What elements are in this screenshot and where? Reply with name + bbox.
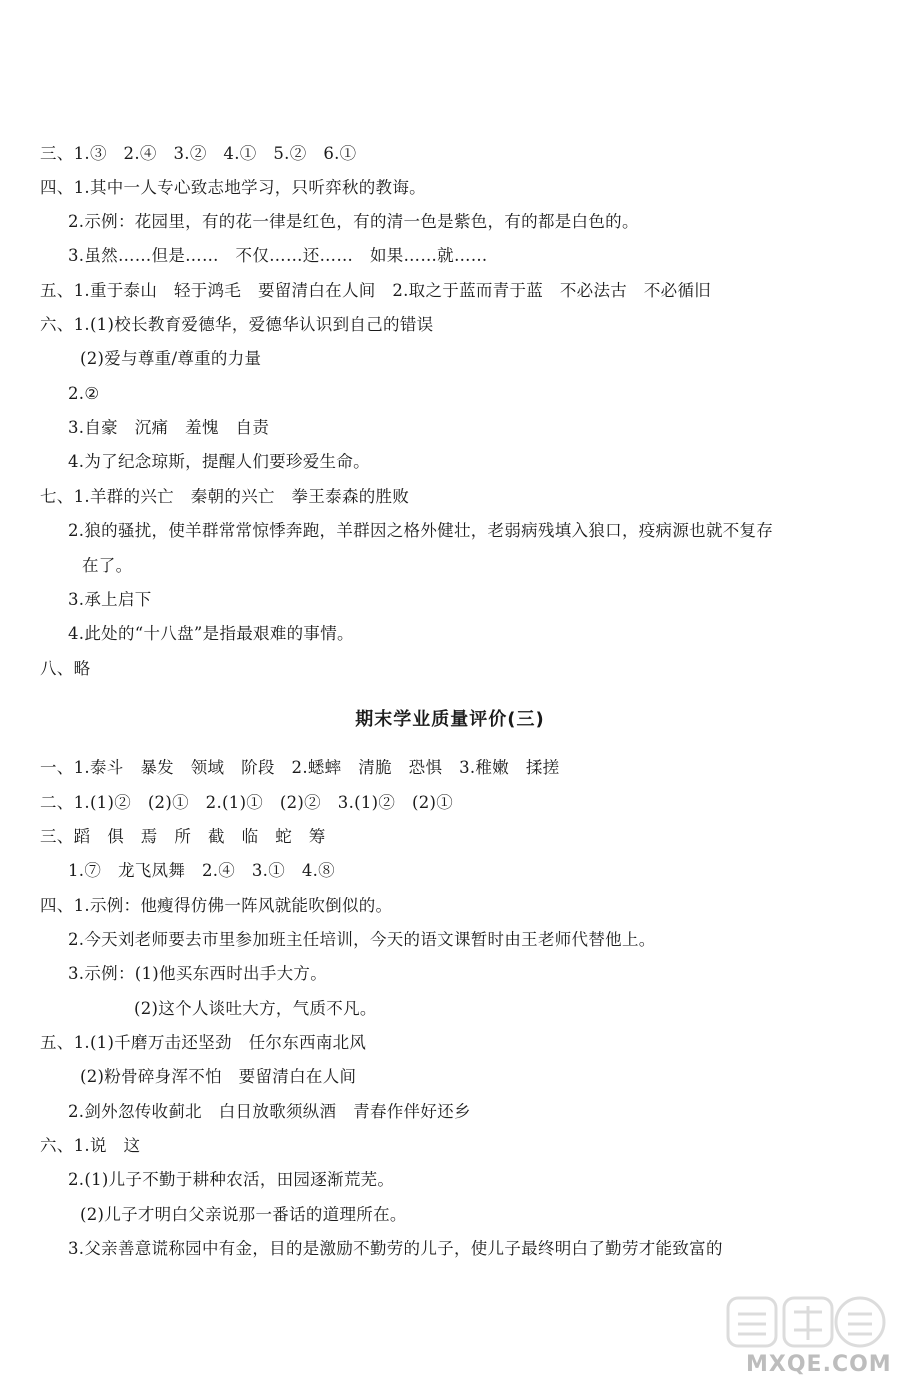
exam3-line-4-1: 四、1.示例：他瘦得仿佛一阵风就能吹倒似的。 [40, 896, 393, 915]
exam3-line-3-items: 1.⑦ 龙飞凤舞 2.④ 3.① 4.⑧ [68, 861, 335, 880]
exam3-line-5-1-2: (2)粉骨碎身浑不怕 要留清白在人间 [80, 1067, 357, 1086]
answer-line-7-1: 七、1.羊群的兴亡 秦朝的兴亡 拳王泰森的胜败 [40, 487, 410, 506]
exam3-line-6-3: 3.父亲善意谎称园中有金，目的是激励不勤劳的儿子，使儿子最终明白了勤劳才能致富的 [68, 1239, 723, 1258]
answer-line-7-2-cont: 在了。 [82, 556, 133, 575]
answer-line-7-2: 2.狼的骚扰，使羊群常常惊悸奔跑，羊群因之格外健壮，老弱病残填入狼口，疫病源也就不复存 [68, 521, 774, 540]
answer-line-5: 五、1.重于泰山 轻于鸿毛 要留清白在人间 2.取之于蓝而青于蓝 不必法古 不必循旧 [40, 281, 712, 300]
exam3-line-6-2-2: (2)儿子才明白父亲说那一番话的道理所在。 [80, 1205, 407, 1224]
answer-line-4-2: 2.示例：花园里，有的花一律是红色，有的清一色是紫色，有的都是白色的。 [68, 212, 639, 231]
exam3-line-2: 二、1.(1)② (2)① 2.(1)① (2)② 3.(1)② (2)① [40, 793, 454, 812]
exam3-line-4-3-2: (2)这个人谈吐大方，气质不凡。 [134, 999, 377, 1018]
answer-line-6-1: 六、1.(1)校长教育爱德华，爱德华认识到自己的错误 [40, 315, 434, 334]
exam3-line-4-3: 3.示例：(1)他买东西时出手大方。 [68, 964, 328, 983]
answer-line-4-3: 3.虽然……但是…… 不仅……还…… 如果……就…… [68, 246, 488, 265]
exam3-line-3: 三、蹈 俱 焉 所 截 临 蛇 筹 [40, 827, 326, 846]
answer-line-4-1: 四、1.其中一人专心致志地学习，只听弈秋的教诲。 [40, 178, 426, 197]
answer-line-7-4: 4.此处的“十八盘”是指最艰难的事情。 [68, 624, 354, 643]
section-title: 期末学业质量评价(三) [355, 709, 545, 730]
answer-line-6-3: 3.自豪 沉痛 羞愧 自责 [68, 418, 270, 437]
answer-line-7-3: 3.承上启下 [68, 590, 152, 609]
answer-line-3: 三、1.③ 2.④ 3.② 4.① 5.② 6.① [40, 144, 357, 163]
watermark-site-text: MXQE.COM [746, 1352, 892, 1377]
exam3-line-5-2: 2.剑外忽传收蓟北 白日放歌须纵酒 青春作伴好还乡 [68, 1102, 471, 1121]
answer-line-6-2: 2.② [68, 384, 100, 403]
answer-line-6-4: 4.为了纪念琼斯，提醒人们要珍爱生命。 [68, 452, 370, 471]
exam3-line-4-2: 2.今天刘老师要去市里参加班主任培训，今天的语文课暂时由王老师代替他上。 [68, 930, 656, 949]
answer-line-6-1-2: (2)爱与尊重/尊重的力量 [80, 349, 262, 368]
exam3-line-1: 一、1.泰斗 暴发 领域 阶段 2.蟋蟀 清脆 恐惧 3.稚嫩 揉搓 [40, 758, 560, 777]
exam3-line-6-2: 2.(1)儿子不勤于耕种农活，田园逐渐荒芜。 [68, 1170, 395, 1189]
answer-line-8: 八、略 [40, 659, 91, 678]
exam3-line-6-1: 六、1.说 这 [40, 1136, 141, 1155]
exam3-line-5-1: 五、1.(1)千磨万击还坚劲 任尔东西南北风 [40, 1033, 367, 1052]
